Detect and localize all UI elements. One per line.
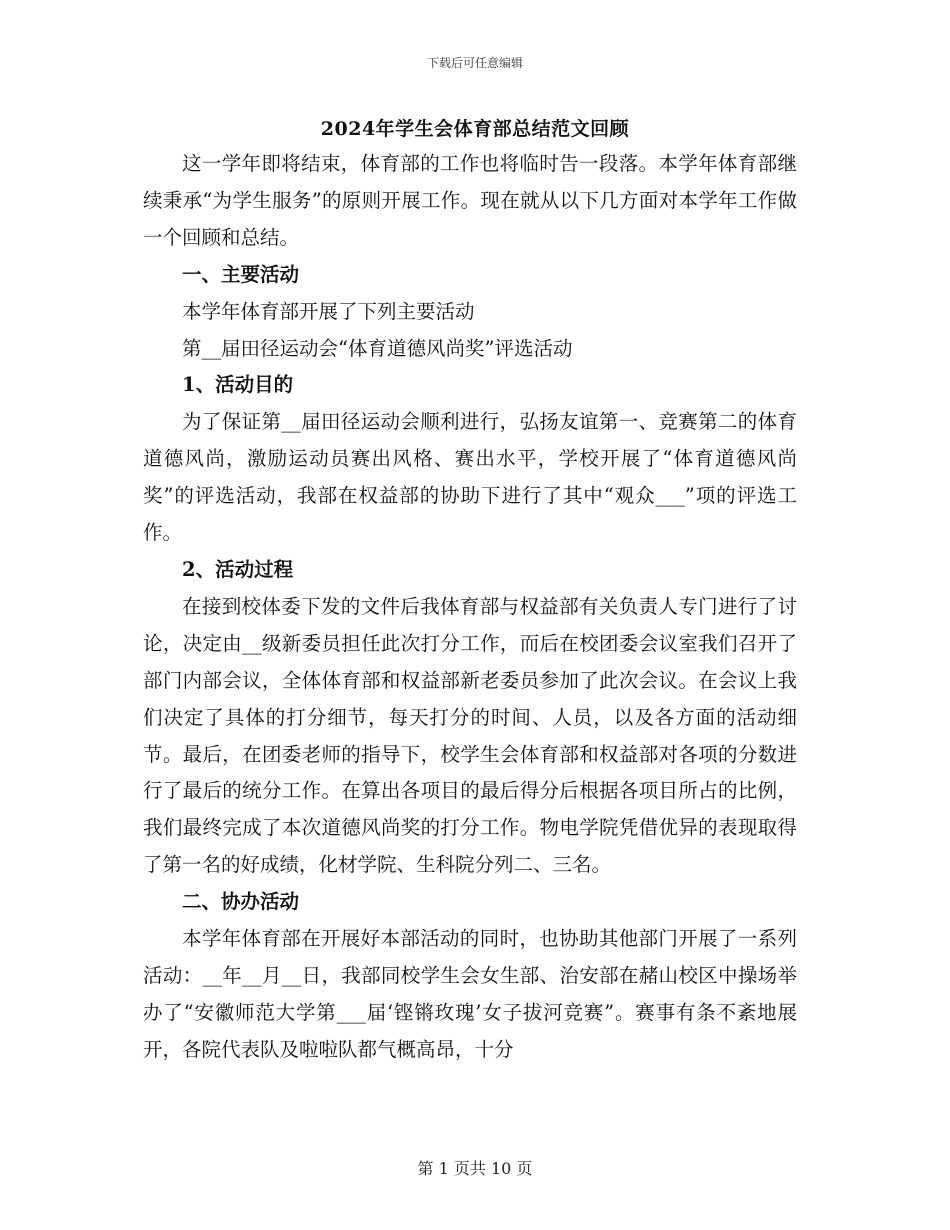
main-activities-item: 第__届田径运动会“体育道德风尚奖”评选活动 <box>182 336 573 360</box>
document-title: 2024年学生会体育部总结范文回顾 <box>320 118 630 140</box>
document-body <box>143 146 797 1069</box>
process-paragraph: 在接到校体委下发的文件后我体育部与权益部有关负责人专门进行了讨论，决定由__级新委员担任此次打分工作，而后在校团委会议室我们召开了部门内部会议，全体体育部和权益部新老委员参加了此次会议。在会议上我们决定了具体的打分细节，每天打分的时间、人员，以及各方面的活动细节。最后，在团委老师的指导下，校学生会体育部和权益部对各项的分数进行了最后的统分工作。在算出各项目的最后得分后根据各项目所占的比例，我们最终完成了本次道德风尚奖的打分工作。物电学院凭借优异的表现取得了第一名的好成绩，化材学院、生科院分列二、三名。 <box>143 594 797 877</box>
purpose-paragraph: 为了保证第__届田径运动会顺利进行，弘扬友谊第一、竞赛第二的体育道德风尚，激励运动员赛出风格、赛出水平，学校开展了“体育道德风尚奖”的评选活动，我部在权益部的协助下进行了其中“观众___”项的评选工作。 <box>143 410 797 545</box>
subsection-heading-purpose: 1、活动目的 <box>182 373 294 397</box>
intro-paragraph: 这一学年即将结束，体育部的工作也将临时告一段落。本学年体育部继续秉承“为学生服务”的原则开展工作。现在就从以下几方面对本学年工作做一个回顾和总结。 <box>143 152 797 249</box>
header-note: 下载后可任意编辑 <box>426 56 523 70</box>
main-activities-line: 本学年体育部开展了下列主要活动 <box>182 299 475 323</box>
section-heading-main-activities: 一、主要活动 <box>182 262 300 286</box>
subsection-heading-process: 2、活动过程 <box>182 557 294 581</box>
section-heading-assisted-activities: 二、协办活动 <box>182 890 300 914</box>
assisted-activities-paragraph: 本学年体育部在开展好本部活动的同时，也协助其他部门开展了一系列活动：__年__月__日，我部同校学生会女生部、治安部在赭山校区中操场举办了“安徽师范大学第___届‘铿锵玫瑰’女子拔河竞赛”。赛事有条不紊地展开，各院代表队及啦啦队都气概高昂，十分 <box>143 927 797 1061</box>
page-number: 第 1 页共 10 页 <box>417 1159 533 1178</box>
